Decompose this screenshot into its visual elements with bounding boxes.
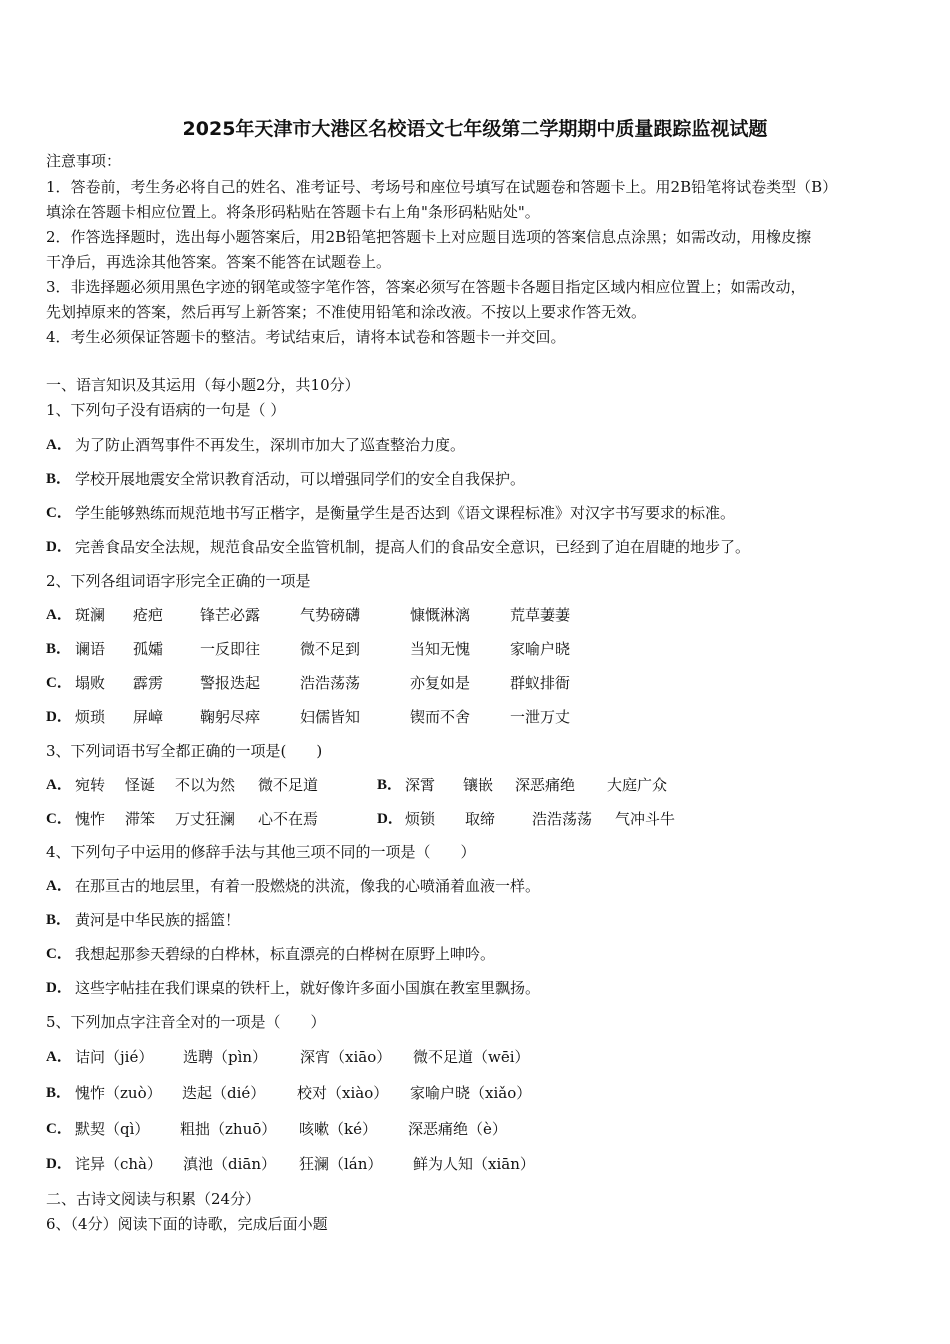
option-text: 斑澜: [75, 606, 106, 624]
option-text: 不以为然: [175, 776, 236, 794]
option-label: B．: [46, 912, 72, 928]
option-text: 鲜为人知（xiān）: [413, 1155, 535, 1173]
option-text: 完善食品安全法规，规范食品安全监管机制，提高人们的食品安全意识，已经到了迫在眉睫的地步了。: [75, 538, 751, 556]
document-title: 2025年天津市大港区名校语文七年级第二学期期中质量跟踪监视试题: [182, 118, 768, 140]
option-text: 校对（xiào）: [297, 1084, 389, 1102]
question-4-option-b: [0, 910, 950, 932]
note-line: 干净后，再选涂其他答案。答案不能答在试题卷上。: [46, 253, 392, 271]
question-4-option-c: [0, 944, 950, 966]
question-6-stem: 6、（4分）阅读下面的诗歌，完成后面小题: [46, 1215, 328, 1233]
option-label: C．: [46, 946, 72, 962]
option-label: A．: [46, 607, 72, 623]
option-label: B．: [377, 777, 403, 793]
option-text: 微不足道（wēi）: [413, 1048, 530, 1066]
question-5-stem: 5、下列加点字注音全对的一项是（ ）: [46, 1013, 326, 1031]
option-text: 滇池（diān）: [183, 1155, 277, 1173]
option-text: 愧怍: [75, 810, 106, 828]
option-label: B．: [46, 641, 72, 657]
question-1-option-d: [0, 537, 950, 559]
option-label: A．: [46, 878, 72, 894]
option-text: 万丈狂澜: [175, 810, 236, 828]
note-line: 4．考生必须保证答题卡的整洁。考试结束后，请将本试卷和答题卡一并交回。: [46, 328, 566, 346]
option-text: 心不在焉: [258, 810, 319, 828]
option-text: 深霄: [405, 776, 436, 794]
question-4-stem: 4、下列句子中运用的修辞手法与其他三项不同的一项是（ ）: [46, 843, 476, 861]
option-label: B．: [46, 471, 72, 487]
question-5-option-c: [0, 1119, 950, 1141]
option-label: D．: [46, 539, 72, 555]
option-text: 选聘（pìn）: [183, 1048, 268, 1066]
option-text: 为了防止酒驾事件不再发生，深圳市加大了巡查整治力度。: [75, 436, 466, 454]
option-text: 我想起那参天碧绿的白桦林，标直漂亮的白桦树在原野上呻吟。: [75, 945, 496, 963]
option-text: 一反即往: [200, 640, 261, 658]
question-1-option-c: [0, 503, 950, 525]
question-1-option-b: [0, 469, 950, 491]
note-line: 3．非选择题必须用黑色字迹的钢笔或签字笔作答，答案必须写在答题卡各题目指定区域内相应位置上；如需改动，: [46, 278, 806, 296]
option-text: 家喻户晓（xiǎo）: [410, 1084, 532, 1102]
question-5-option-b: [0, 1083, 950, 1105]
option-text: 咳嗽（ké）: [299, 1120, 377, 1138]
option-text: 深恶痛绝（è）: [408, 1120, 507, 1138]
question-3-stem: 3、下列词语书写全都正确的一项是( ): [46, 742, 323, 760]
option-text: 慷慨淋漓: [410, 606, 471, 624]
notes-heading: 注意事项：: [46, 152, 122, 170]
question-4-option-a: [0, 876, 950, 898]
option-text: 烦琐: [75, 708, 106, 726]
option-text: 微不足道: [258, 776, 319, 794]
option-text: 亦复如是: [410, 674, 471, 692]
option-label: C．: [46, 1121, 72, 1137]
option-text: 气冲斗牛: [615, 810, 676, 828]
option-text: 学生能够熟练而规范地书写正楷字，是衡量学生是否达到《语文课程标准》对汉字书写要求的标准。: [75, 504, 736, 522]
option-text: 在那亘古的地层里，有着一股燃烧的洪流，像我的心喷涌着血液一样。: [75, 877, 541, 895]
option-text: 镶嵌: [463, 776, 494, 794]
option-text: 家喻户晓: [510, 640, 571, 658]
option-text: 妇儒皆知: [300, 708, 361, 726]
note-line: 1．答卷前，考生务必将自己的姓名、准考证号、考场号和座位号填写在试题卷和答题卡上。用2B铅笔将试卷类型（B）: [46, 178, 838, 196]
option-text: 锲而不舍: [410, 708, 471, 726]
option-label: C．: [46, 505, 72, 521]
option-text: 大庭广众: [607, 776, 668, 794]
question-2-option-a: [0, 605, 950, 627]
option-text: 学校开展地震安全常识教育活动，可以增强同学们的安全自我保护。: [75, 470, 526, 488]
option-text: 警报迭起: [200, 674, 261, 692]
note-line: 2．作答选择题时，选出每小题答案后，用2B铅笔把答题卡上对应题目选项的答案信息点涂黑；如需改动，用橡皮擦: [46, 228, 812, 246]
option-label: D．: [377, 811, 403, 827]
question-5-option-d: [0, 1154, 950, 1176]
option-text: 群蚁排衙: [510, 674, 571, 692]
option-text: 鞠躬尽瘁: [200, 708, 261, 726]
option-label: A．: [46, 437, 72, 453]
option-text: 一泄万丈: [510, 708, 571, 726]
question-2-option-b: [0, 639, 950, 661]
option-text: 粗拙（zhuō）: [180, 1120, 277, 1138]
option-text: 烦锁: [405, 810, 436, 828]
option-label: D．: [46, 980, 72, 996]
option-text: 孤孀: [133, 640, 164, 658]
question-1-stem: 1、下列句子没有语病的一句是（ ）: [46, 401, 286, 419]
option-text: 怪诞: [125, 776, 156, 794]
section-heading-1: 一、语言知识及其运用（每小题2分，共10分）: [46, 376, 360, 394]
option-label: D．: [46, 1156, 72, 1172]
option-text: 深恶痛绝: [515, 776, 576, 794]
note-line: 先划掉原来的答案，然后再写上新答案；不准使用铅笔和涂改液。不按以上要求作答无效。: [46, 303, 647, 321]
option-text: 疮疤: [133, 606, 164, 624]
note-line: 填涂在答题卡相应位置上。将条形码粘贴在答题卡右上角"条形码粘贴处"。: [46, 203, 540, 221]
option-text: 微不足到: [300, 640, 361, 658]
question-2-option-d: [0, 707, 950, 729]
option-text: 诧异（chà）: [75, 1155, 163, 1173]
option-text: 这些字帖挂在我们课桌的铁杆上，就好像许多面小国旗在教室里飘扬。: [75, 979, 541, 997]
option-text: 取缔: [465, 810, 496, 828]
option-text: 塌败: [75, 674, 106, 692]
option-label: C．: [46, 811, 72, 827]
question-2-option-c: [0, 673, 950, 695]
option-text: 默契（qì）: [75, 1120, 150, 1138]
question-5-option-a: [0, 1047, 950, 1069]
question-3-option-a: [0, 775, 950, 797]
option-text: 宛转: [75, 776, 106, 794]
option-text: 屏嶂: [133, 708, 164, 726]
question-2-stem: 2、下列各组词语字形完全正确的一项是: [46, 572, 311, 590]
option-label: B．: [46, 1085, 72, 1101]
option-text: 气势磅礴: [300, 606, 361, 624]
option-label: A．: [46, 1049, 72, 1065]
option-text: 当知无愧: [410, 640, 471, 658]
option-text: 深宵（xiāo）: [300, 1048, 392, 1066]
option-text: 诘问（jié）: [75, 1048, 154, 1066]
option-text: 迭起（dié）: [182, 1084, 266, 1102]
question-4-option-d: [0, 978, 950, 1000]
option-text: 霹雳: [133, 674, 164, 692]
option-text: 滞笨: [125, 810, 156, 828]
option-text: 荒草萋萋: [510, 606, 571, 624]
option-text: 狂澜（lán）: [299, 1155, 383, 1173]
option-text: 愧怍（zuò）: [75, 1084, 162, 1102]
option-text: 黄河是中华民族的摇篮！: [75, 911, 241, 929]
section-heading-2: 二、古诗文阅读与积累（24分）: [46, 1190, 261, 1208]
option-label: C．: [46, 675, 72, 691]
option-text: 锋芒必露: [200, 606, 261, 624]
option-label: A．: [46, 777, 72, 793]
question-3-option-c: [0, 809, 950, 831]
question-1-option-a: [0, 435, 950, 457]
option-text: 浩浩荡荡: [532, 810, 593, 828]
option-text: 浩浩荡荡: [300, 674, 361, 692]
option-label: D．: [46, 709, 72, 725]
option-text: 谰语: [75, 640, 106, 658]
